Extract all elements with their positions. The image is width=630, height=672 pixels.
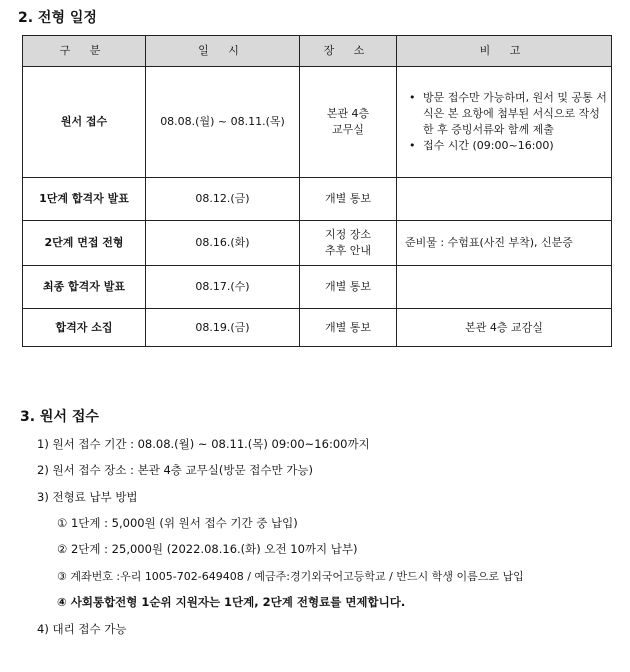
- table-row: [23, 178, 612, 221]
- row-date: 08.16.(화): [146, 221, 300, 266]
- row-note: [397, 67, 612, 178]
- list-item: 2) 원서 접수 장소 : 본관 4층 교무실(방문 접수만 가능): [37, 463, 313, 477]
- row-place: [300, 67, 397, 178]
- row-date: 08.17.(수): [146, 266, 300, 309]
- section2-title: 2. 전형 일정: [18, 10, 97, 26]
- row-place: 개별 통보: [300, 178, 397, 221]
- place-line: 지정 장소: [324, 228, 371, 241]
- row-place: 개별 통보: [300, 309, 397, 347]
- row-label: 1단계 합격자 발표: [23, 178, 146, 221]
- row-date: 08.12.(금): [146, 178, 300, 221]
- row-note: 준비물 : 수험표(사진 부착), 신분증: [397, 221, 612, 266]
- list-item: ② 2단계 : 25,000원 (2022.08.16.(화) 오전 10까지 납부): [57, 542, 358, 556]
- table-row: [23, 221, 612, 266]
- table-row: [23, 67, 612, 178]
- section3-title: 3. 원서 접수: [20, 409, 99, 425]
- place-line: 교무실: [332, 123, 364, 136]
- row-note: [397, 178, 612, 221]
- list-item: 4) 대리 접수 가능: [37, 622, 127, 636]
- row-label: 합격자 소집: [23, 309, 146, 347]
- place-line: 추후 안내: [324, 244, 371, 257]
- row-date: 08.08.(월) ~ 08.11.(목): [146, 67, 300, 178]
- list-item: ③ 계좌번호 :우리 1005-702-649408 / 예금주:경기외국어고등학교 / 반드시 학생 이름으로 납입: [57, 570, 524, 583]
- row-label: 원서 접수: [23, 67, 146, 178]
- row-note: 본관 4층 교감실: [397, 309, 612, 347]
- row-place: 개별 통보: [300, 266, 397, 309]
- header-place: 장 소: [300, 36, 397, 67]
- list-item: 1) 원서 접수 기간 : 08.08.(월) ~ 08.11.(목) 09:00~16:00까지: [37, 437, 370, 451]
- list-item: ④ 사회통합전형 1순위 지원자는 1단계, 2단계 전형료를 면제합니다.: [57, 595, 406, 609]
- row-note: [397, 266, 612, 309]
- list-item: 3) 전형료 납부 방법: [37, 490, 138, 504]
- table-header-row: [23, 36, 612, 67]
- table-row: [23, 266, 612, 309]
- row-label: 최종 합격자 발표: [23, 266, 146, 309]
- schedule-table: [22, 35, 612, 347]
- header-datetime: 일 시: [146, 36, 300, 67]
- list-item: ① 1단계 : 5,000원 (위 원서 접수 기간 중 납입): [57, 516, 298, 530]
- place-line: 본관 4층: [326, 107, 370, 120]
- note-bullet: • 방문 접수만 가능하며, 원서 및 공통 서식은 본 요항에 첨부된 서식으로 작성한 후 증빙서류와 함께 제출: [423, 90, 607, 138]
- row-label: 2단계 면접 전형: [23, 221, 146, 266]
- table-row: [23, 309, 612, 347]
- note-bullets: [405, 90, 607, 154]
- row-date: 08.19.(금): [146, 309, 300, 347]
- note-bullet: • 접수 시간 (09:00~16:00): [423, 138, 607, 154]
- header-category: 구 분: [23, 36, 146, 67]
- row-place: [300, 221, 397, 266]
- header-note: 비 고: [397, 36, 612, 67]
